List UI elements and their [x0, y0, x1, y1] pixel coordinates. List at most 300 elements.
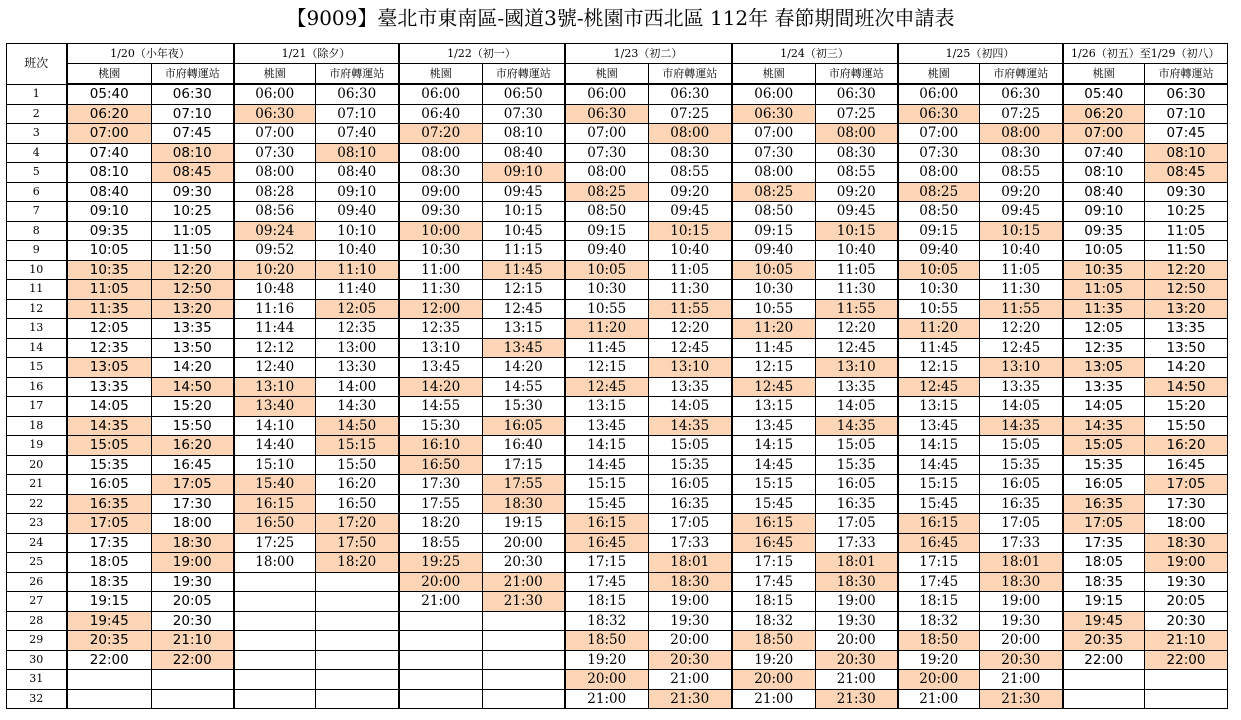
departure-time-city-hall: 17:33 [980, 533, 1063, 553]
departure-time-city-hall: 21:30 [649, 689, 732, 709]
departure-time-taoyuan: 08:40 [1063, 182, 1145, 202]
departure-time-taoyuan: 13:35 [67, 377, 152, 397]
departure-time-taoyuan: 17:05 [67, 514, 152, 534]
departure-time-city-hall: 15:20 [152, 397, 234, 417]
departure-time-taoyuan: 10:35 [67, 260, 152, 280]
departure-time-taoyuan: 13:10 [399, 338, 483, 358]
departure-time-taoyuan: 08:00 [399, 143, 483, 163]
day-header: 1/23（初二） [565, 44, 732, 64]
departure-time-taoyuan: 09:24 [234, 221, 316, 241]
departure-time-city-hall: 13:35 [816, 377, 898, 397]
departure-time-taoyuan: 21:00 [399, 592, 483, 612]
departure-time-taoyuan: 11:35 [1063, 299, 1145, 319]
departure-time-taoyuan: 06:30 [732, 104, 816, 124]
departure-time-taoyuan: 12:35 [67, 338, 152, 358]
departure-time-taoyuan: 10:05 [67, 241, 152, 261]
departure-time-city-hall: 12:20 [152, 260, 234, 280]
departure-time-taoyuan: 06:00 [898, 84, 980, 104]
departure-time-city-hall: 18:30 [483, 494, 565, 514]
table-row [7, 553, 1228, 573]
departure-time-city-hall: 18:30 [980, 572, 1063, 592]
departure-time-city-hall: 16:05 [483, 416, 565, 436]
departure-time-city-hall: 22:00 [1145, 650, 1228, 670]
departure-time-taoyuan: 10:05 [898, 260, 980, 280]
departure-time-city-hall: 13:15 [483, 319, 565, 339]
departure-time-taoyuan: 13:35 [1063, 377, 1145, 397]
departure-time-city-hall: 16:40 [483, 436, 565, 456]
departure-time-city-hall: 08:30 [816, 143, 898, 163]
departure-time-taoyuan [234, 592, 316, 612]
departure-time-city-hall: 19:00 [1145, 553, 1228, 573]
departure-time-city-hall: 07:40 [316, 124, 399, 144]
departure-time-city-hall: 09:45 [483, 182, 565, 202]
departure-time-city-hall: 15:20 [1145, 397, 1228, 417]
departure-time-taoyuan: 13:45 [565, 416, 649, 436]
trip-number: 3 [7, 124, 67, 144]
departure-time-taoyuan: 14:45 [898, 455, 980, 475]
departure-time-city-hall: 17:50 [316, 533, 399, 553]
departure-time-taoyuan [234, 631, 316, 651]
departure-time-taoyuan: 09:40 [732, 241, 816, 261]
departure-time-taoyuan: 09:40 [565, 241, 649, 261]
column-header-city-hall: 市府轉運站 [316, 64, 399, 85]
departure-time-city-hall: 14:05 [980, 397, 1063, 417]
departure-time-city-hall: 13:50 [1145, 338, 1228, 358]
departure-time-city-hall: 14:35 [816, 416, 898, 436]
departure-time-taoyuan: 14:15 [898, 436, 980, 456]
day-header: 1/26（初五）至1/29（初八） [1063, 44, 1228, 64]
table-row [7, 241, 1228, 261]
trip-number: 27 [7, 592, 67, 612]
departure-time-city-hall: 13:20 [1145, 299, 1228, 319]
departure-time-city-hall: 12:45 [649, 338, 732, 358]
departure-time-city-hall: 06:30 [152, 84, 234, 104]
schedule-table [6, 43, 1228, 709]
departure-time-city-hall: 16:05 [816, 475, 898, 495]
departure-time-taoyuan: 07:30 [234, 143, 316, 163]
departure-time-city-hall: 14:35 [980, 416, 1063, 436]
departure-time-city-hall: 18:30 [152, 533, 234, 553]
departure-time-taoyuan: 18:35 [67, 572, 152, 592]
departure-time-taoyuan: 08:00 [565, 163, 649, 183]
departure-time-city-hall: 09:45 [649, 202, 732, 222]
column-header-taoyuan: 桃園 [234, 64, 316, 85]
departure-time-taoyuan: 19:45 [1063, 611, 1145, 631]
departure-time-city-hall [483, 631, 565, 651]
departure-time-taoyuan: 09:10 [1063, 202, 1145, 222]
departure-time-city-hall: 08:55 [816, 163, 898, 183]
departure-time-taoyuan: 06:30 [565, 104, 649, 124]
departure-time-city-hall: 21:10 [152, 631, 234, 651]
departure-time-city-hall: 08:00 [816, 124, 898, 144]
departure-time-city-hall: 17:20 [316, 514, 399, 534]
departure-time-city-hall: 17:05 [649, 514, 732, 534]
departure-time-taoyuan [1063, 689, 1145, 709]
departure-time-city-hall: 11:50 [1145, 241, 1228, 261]
departure-time-taoyuan: 11:20 [565, 319, 649, 339]
departure-time-city-hall: 18:00 [1145, 514, 1228, 534]
table-row [7, 689, 1228, 709]
departure-time-taoyuan: 11:20 [732, 319, 816, 339]
departure-time-taoyuan: 08:25 [732, 182, 816, 202]
table-row [7, 358, 1228, 378]
departure-time-taoyuan: 07:00 [234, 124, 316, 144]
departure-time-taoyuan: 19:20 [565, 650, 649, 670]
trip-number: 14 [7, 338, 67, 358]
departure-time-city-hall: 12:20 [1145, 260, 1228, 280]
departure-time-city-hall: 10:40 [980, 241, 1063, 261]
departure-time-city-hall: 07:25 [980, 104, 1063, 124]
departure-time-taoyuan: 15:45 [898, 494, 980, 514]
departure-time-taoyuan: 17:45 [898, 572, 980, 592]
departure-time-taoyuan: 17:45 [565, 572, 649, 592]
departure-time-city-hall: 14:20 [1145, 358, 1228, 378]
departure-time-taoyuan: 18:50 [732, 631, 816, 651]
departure-time-city-hall: 09:45 [980, 202, 1063, 222]
departure-time-city-hall: 12:45 [980, 338, 1063, 358]
departure-time-city-hall [152, 670, 234, 690]
departure-time-city-hall: 18:01 [816, 553, 898, 573]
departure-time-city-hall [483, 611, 565, 631]
departure-time-taoyuan: 13:10 [234, 377, 316, 397]
departure-time-city-hall: 18:01 [649, 553, 732, 573]
departure-time-city-hall: 10:10 [316, 221, 399, 241]
departure-time-taoyuan: 06:00 [565, 84, 649, 104]
departure-time-city-hall: 13:45 [483, 338, 565, 358]
departure-time-city-hall [316, 572, 399, 592]
departure-time-taoyuan: 11:20 [898, 319, 980, 339]
table-row [7, 533, 1228, 553]
departure-time-taoyuan: 08:00 [898, 163, 980, 183]
departure-time-taoyuan: 18:50 [565, 631, 649, 651]
departure-time-city-hall: 16:50 [316, 494, 399, 514]
table-row [7, 143, 1228, 163]
departure-time-city-hall: 07:25 [649, 104, 732, 124]
departure-time-taoyuan: 11:45 [732, 338, 816, 358]
departure-time-taoyuan: 16:15 [234, 494, 316, 514]
departure-time-taoyuan: 13:15 [565, 397, 649, 417]
departure-time-city-hall: 18:01 [980, 553, 1063, 573]
column-header-city-hall: 市府轉運站 [649, 64, 732, 85]
departure-time-city-hall: 09:40 [316, 202, 399, 222]
departure-time-city-hall: 11:30 [980, 280, 1063, 300]
departure-time-taoyuan: 11:05 [1063, 280, 1145, 300]
departure-time-taoyuan [234, 572, 316, 592]
departure-time-city-hall: 17:33 [816, 533, 898, 553]
departure-time-taoyuan: 09:35 [1063, 221, 1145, 241]
day-header: 1/22（初一） [399, 44, 565, 64]
departure-time-city-hall: 20:05 [1145, 592, 1228, 612]
departure-time-city-hall: 17:05 [1145, 475, 1228, 495]
departure-time-city-hall: 07:45 [152, 124, 234, 144]
departure-time-city-hall: 06:30 [316, 84, 399, 104]
departure-time-taoyuan: 08:40 [67, 182, 152, 202]
trip-number: 26 [7, 572, 67, 592]
departure-time-city-hall: 08:55 [980, 163, 1063, 183]
departure-time-city-hall: 14:50 [316, 416, 399, 436]
departure-time-taoyuan: 08:50 [898, 202, 980, 222]
departure-time-taoyuan: 10:05 [732, 260, 816, 280]
departure-time-city-hall: 11:05 [980, 260, 1063, 280]
departure-time-city-hall [1145, 670, 1228, 690]
departure-time-city-hall: 16:20 [152, 436, 234, 456]
departure-time-taoyuan: 09:40 [898, 241, 980, 261]
departure-time-city-hall [316, 650, 399, 670]
departure-time-city-hall: 14:05 [816, 397, 898, 417]
trip-number: 10 [7, 260, 67, 280]
departure-time-taoyuan: 10:48 [234, 280, 316, 300]
trip-number: 30 [7, 650, 67, 670]
departure-time-city-hall: 08:30 [649, 143, 732, 163]
departure-time-city-hall [316, 670, 399, 690]
departure-time-city-hall: 08:40 [483, 143, 565, 163]
table-row [7, 514, 1228, 534]
departure-time-city-hall: 11:15 [483, 241, 565, 261]
departure-time-city-hall: 07:10 [316, 104, 399, 124]
departure-time-taoyuan: 08:30 [399, 163, 483, 183]
departure-time-city-hall: 06:30 [1145, 84, 1228, 104]
column-header-taoyuan: 桃園 [399, 64, 483, 85]
departure-time-taoyuan: 12:35 [1063, 338, 1145, 358]
departure-time-city-hall: 13:20 [152, 299, 234, 319]
trip-number: 15 [7, 358, 67, 378]
departure-time-city-hall: 10:25 [1145, 202, 1228, 222]
departure-time-city-hall: 19:00 [816, 592, 898, 612]
departure-time-taoyuan: 10:20 [234, 260, 316, 280]
departure-time-city-hall: 15:50 [152, 416, 234, 436]
departure-time-taoyuan: 16:15 [898, 514, 980, 534]
departure-time-city-hall: 12:45 [483, 299, 565, 319]
departure-time-taoyuan: 06:00 [732, 84, 816, 104]
departure-time-taoyuan: 10:35 [1063, 260, 1145, 280]
departure-time-taoyuan: 14:40 [234, 436, 316, 456]
departure-time-taoyuan: 18:15 [565, 592, 649, 612]
day-header: 1/25（初四） [898, 44, 1063, 64]
departure-time-city-hall: 06:50 [483, 84, 565, 104]
trip-number: 19 [7, 436, 67, 456]
table-row [7, 494, 1228, 514]
departure-time-taoyuan: 15:30 [399, 416, 483, 436]
departure-time-taoyuan: 05:40 [67, 84, 152, 104]
departure-time-taoyuan: 20:35 [67, 631, 152, 651]
departure-time-taoyuan: 05:40 [1063, 84, 1145, 104]
departure-time-taoyuan: 19:20 [898, 650, 980, 670]
departure-time-taoyuan [399, 631, 483, 651]
departure-time-taoyuan: 17:35 [67, 533, 152, 553]
departure-time-taoyuan: 18:15 [898, 592, 980, 612]
departure-time-taoyuan: 14:05 [1063, 397, 1145, 417]
departure-time-city-hall [316, 592, 399, 612]
departure-time-taoyuan: 08:56 [234, 202, 316, 222]
trip-number: 24 [7, 533, 67, 553]
trip-number: 12 [7, 299, 67, 319]
table-row [7, 221, 1228, 241]
departure-time-taoyuan: 14:35 [1063, 416, 1145, 436]
departure-time-taoyuan [234, 689, 316, 709]
departure-time-taoyuan [67, 670, 152, 690]
departure-time-city-hall: 08:30 [980, 143, 1063, 163]
column-header-city-hall: 市府轉運站 [152, 64, 234, 85]
departure-time-city-hall: 16:05 [980, 475, 1063, 495]
departure-time-city-hall: 21:30 [483, 592, 565, 612]
departure-time-city-hall: 20:05 [152, 592, 234, 612]
departure-time-taoyuan: 08:25 [565, 182, 649, 202]
departure-time-taoyuan: 19:20 [732, 650, 816, 670]
departure-time-city-hall: 09:20 [649, 182, 732, 202]
departure-time-city-hall: 16:45 [152, 455, 234, 475]
departure-time-taoyuan: 07:40 [1063, 143, 1145, 163]
departure-time-taoyuan: 16:35 [67, 494, 152, 514]
departure-time-taoyuan: 08:25 [898, 182, 980, 202]
departure-time-taoyuan: 14:45 [732, 455, 816, 475]
trip-number: 4 [7, 143, 67, 163]
departure-time-city-hall: 14:30 [316, 397, 399, 417]
departure-time-city-hall: 17:15 [483, 455, 565, 475]
departure-time-city-hall: 08:10 [152, 143, 234, 163]
trip-number: 18 [7, 416, 67, 436]
departure-time-city-hall: 16:05 [649, 475, 732, 495]
table-row [7, 377, 1228, 397]
departure-time-taoyuan: 19:15 [67, 592, 152, 612]
departure-time-city-hall: 19:00 [980, 592, 1063, 612]
departure-time-taoyuan: 15:10 [234, 455, 316, 475]
departure-time-taoyuan [234, 650, 316, 670]
departure-time-taoyuan: 08:00 [234, 163, 316, 183]
departure-time-city-hall: 09:10 [483, 163, 565, 183]
departure-time-city-hall: 21:00 [483, 572, 565, 592]
departure-time-taoyuan: 20:35 [1063, 631, 1145, 651]
departure-time-taoyuan: 18:15 [732, 592, 816, 612]
departure-time-city-hall: 07:30 [483, 104, 565, 124]
departure-time-city-hall: 18:30 [816, 572, 898, 592]
departure-time-city-hall: 18:30 [649, 572, 732, 592]
departure-time-city-hall: 08:45 [152, 163, 234, 183]
departure-time-taoyuan: 18:05 [67, 553, 152, 573]
departure-time-city-hall: 07:10 [1145, 104, 1228, 124]
departure-time-city-hall: 20:30 [816, 650, 898, 670]
table-row [7, 299, 1228, 319]
departure-time-taoyuan: 16:10 [399, 436, 483, 456]
departure-time-taoyuan: 11:44 [234, 319, 316, 339]
departure-time-taoyuan: 14:15 [565, 436, 649, 456]
departure-time-taoyuan: 13:40 [234, 397, 316, 417]
departure-time-taoyuan: 20:00 [565, 670, 649, 690]
table-row [7, 338, 1228, 358]
departure-time-city-hall: 13:10 [980, 358, 1063, 378]
departure-time-city-hall: 06:30 [980, 84, 1063, 104]
departure-time-city-hall: 12:50 [1145, 280, 1228, 300]
departure-time-city-hall: 19:30 [152, 572, 234, 592]
departure-time-taoyuan: 11:00 [399, 260, 483, 280]
departure-time-city-hall: 09:10 [316, 182, 399, 202]
departure-time-taoyuan: 08:28 [234, 182, 316, 202]
departure-time-taoyuan: 18:00 [234, 553, 316, 573]
departure-time-taoyuan: 17:30 [399, 475, 483, 495]
departure-time-city-hall: 16:20 [316, 475, 399, 495]
departure-time-taoyuan: 10:30 [565, 280, 649, 300]
departure-time-taoyuan: 16:45 [565, 533, 649, 553]
column-header-taoyuan: 桃園 [898, 64, 980, 85]
departure-time-taoyuan: 12:15 [565, 358, 649, 378]
departure-time-city-hall: 11:40 [316, 280, 399, 300]
departure-time-taoyuan: 12:45 [898, 377, 980, 397]
column-header-taoyuan: 桃園 [67, 64, 152, 85]
table-row [7, 104, 1228, 124]
departure-time-city-hall: 08:55 [649, 163, 732, 183]
departure-time-taoyuan: 12:15 [732, 358, 816, 378]
trip-number: 11 [7, 280, 67, 300]
departure-time-city-hall: 10:15 [980, 221, 1063, 241]
departure-time-city-hall: 19:00 [649, 592, 732, 612]
departure-time-taoyuan: 10:55 [898, 299, 980, 319]
departure-time-taoyuan: 14:55 [399, 397, 483, 417]
column-header-taoyuan: 桃園 [565, 64, 649, 85]
column-header-city-hall: 市府轉運站 [1145, 64, 1228, 85]
departure-time-taoyuan [399, 670, 483, 690]
departure-time-city-hall: 17:05 [816, 514, 898, 534]
departure-time-city-hall: 14:00 [316, 377, 399, 397]
departure-time-taoyuan: 07:40 [67, 143, 152, 163]
departure-time-taoyuan: 12:00 [399, 299, 483, 319]
departure-time-taoyuan: 20:00 [399, 572, 483, 592]
departure-time-taoyuan: 16:50 [399, 455, 483, 475]
departure-time-taoyuan: 07:00 [898, 124, 980, 144]
departure-time-taoyuan: 17:35 [1063, 533, 1145, 553]
departure-time-city-hall: 19:30 [649, 611, 732, 631]
departure-time-city-hall: 13:00 [316, 338, 399, 358]
departure-time-city-hall: 14:20 [152, 358, 234, 378]
departure-time-city-hall: 08:00 [980, 124, 1063, 144]
departure-time-taoyuan: 10:55 [732, 299, 816, 319]
departure-time-city-hall [483, 689, 565, 709]
departure-time-taoyuan: 07:30 [732, 143, 816, 163]
departure-time-taoyuan: 16:15 [565, 514, 649, 534]
day-header: 1/24（初三） [732, 44, 898, 64]
departure-time-taoyuan: 14:45 [565, 455, 649, 475]
departure-time-city-hall: 14:50 [1145, 377, 1228, 397]
departure-time-city-hall: 10:15 [483, 202, 565, 222]
departure-time-taoyuan: 17:25 [234, 533, 316, 553]
departure-time-taoyuan: 06:30 [898, 104, 980, 124]
table-row [7, 124, 1228, 144]
departure-time-city-hall: 11:55 [649, 299, 732, 319]
departure-time-taoyuan: 11:35 [67, 299, 152, 319]
departure-time-taoyuan: 07:00 [565, 124, 649, 144]
departure-time-taoyuan: 12:45 [732, 377, 816, 397]
departure-time-city-hall: 13:10 [816, 358, 898, 378]
departure-time-taoyuan: 07:00 [67, 124, 152, 144]
departure-time-taoyuan: 06:30 [234, 104, 316, 124]
departure-time-city-hall: 08:45 [1145, 163, 1228, 183]
departure-time-taoyuan: 09:30 [399, 202, 483, 222]
departure-time-city-hall: 15:35 [649, 455, 732, 475]
departure-time-taoyuan: 09:35 [67, 221, 152, 241]
departure-time-city-hall: 16:35 [980, 494, 1063, 514]
departure-time-taoyuan: 12:05 [67, 319, 152, 339]
page-title: 【9009】臺北市東南區-國道3號-桃園市西北區 112年 春節期間班次申請表 [286, 6, 955, 30]
departure-time-taoyuan: 14:20 [399, 377, 483, 397]
departure-time-taoyuan: 12:05 [1063, 319, 1145, 339]
departure-time-city-hall: 17:33 [649, 533, 732, 553]
departure-time-taoyuan: 17:05 [1063, 514, 1145, 534]
departure-time-city-hall [152, 689, 234, 709]
departure-time-taoyuan: 10:30 [399, 241, 483, 261]
departure-time-city-hall: 11:05 [816, 260, 898, 280]
trip-number: 5 [7, 163, 67, 183]
departure-time-city-hall: 12:20 [980, 319, 1063, 339]
departure-time-city-hall: 06:30 [816, 84, 898, 104]
trip-number: 29 [7, 631, 67, 651]
